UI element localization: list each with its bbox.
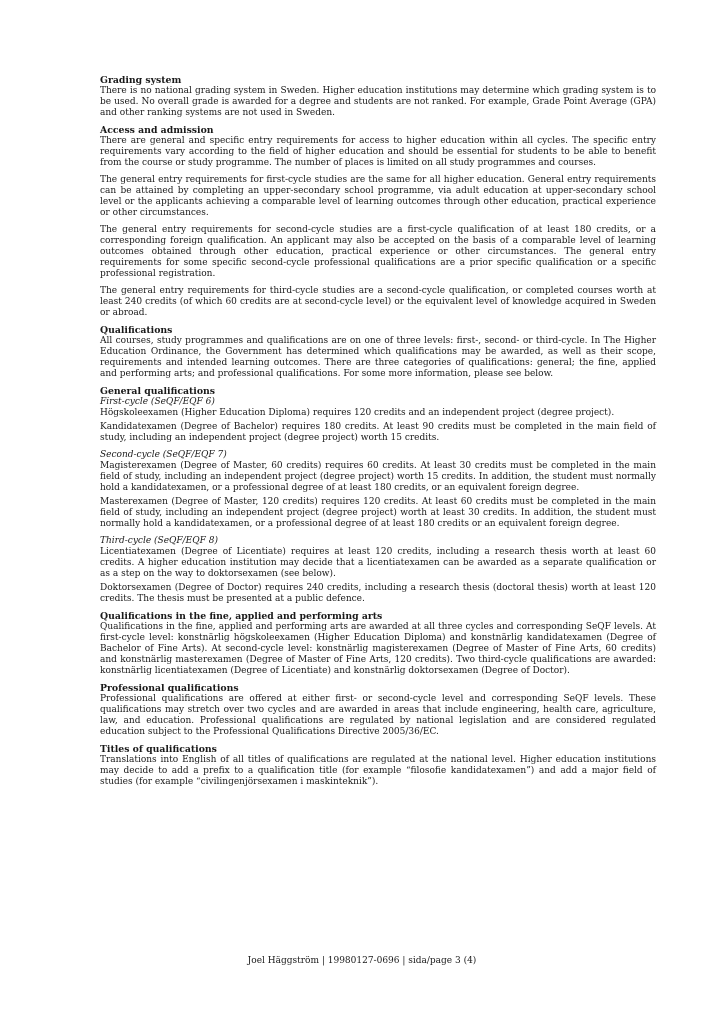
paragraph: Qualifications in the fine, applied and performing arts are awarded at all three cycles and corresponding SeQF levels. At first-cycle level: konstnärlig högskoleexamen (Higher Education Diploma) and konstnärlig kandidatexamen (Degree of Bachelor of Fine Arts). At second-cycle level: konstnärlig magisterexamen (Degree of Master of Fine Arts, 60 credits) and konstnärlig masterexamen (Degree of Master of Fine Arts, 120 credits). Two third-cycle qualifications are awarded: konstnärlig licentiatexamen (Degree of Licentiate) and konstnärlig doktorsexamen (Degree of Doctor).	[100, 622, 656, 676]
titles-section	[100, 744, 656, 788]
paragraph: Magisterexamen (Degree of Master, 60 credits) requires 60 credits. At least 30 credits must be completed in the main field of study, including an independent project (degree project) worth 15 credits. In addition, the student must normally hold a kandidatexamen, or a professional degree of at least 180 credits, or an equivalent foreign degree.	[100, 461, 656, 493]
section-heading: Titles of qualifications	[100, 744, 217, 755]
subheading: Second-cycle (SeQF/EQF 7)	[100, 450, 227, 460]
page-footer: Joel Häggström | 19980127-0696 | sida/page 3 (4)	[247, 956, 477, 966]
section-heading: Qualifications in the fine, applied and performing arts	[100, 611, 383, 622]
first-cycle-block	[100, 397, 656, 444]
grading-section	[100, 75, 656, 119]
general-qualifications-section	[100, 386, 656, 605]
qualifications-section	[100, 325, 656, 380]
paragraph: All courses, study programmes and qualifications are on one of three levels: first-, second- or third-cycle. In The Higher Education Ordinance, the Government has determined which qualifications may be awarded, as well as their scope, requirements and intended learning outcomes. There are three categories of qualifications: general; the fine, applied and performing arts; and professional qualifications. For some more information, please see below.	[100, 336, 656, 379]
paragraph: There are general and specific entry requirements for access to higher education within all cycles. The specific entry requirements vary according to the field of higher education and should be essential for students to be able to benefit from the course or study programme. The number of places is limited on all study programmes and courses.	[100, 136, 656, 168]
paragraph: There is no national grading system in Sweden. Higher education institutions may determine which grading system is to be used. No overall grade is awarded for a degree and students are not ranked. For example, Grade Point Average (GPA) and other ranking systems are not used in Sweden.	[100, 86, 656, 118]
section-heading: Grading system	[100, 75, 182, 86]
third-cycle-block	[100, 536, 656, 605]
subheading: First-cycle (SeQF/EQF 6)	[100, 397, 215, 407]
access-section	[100, 125, 656, 319]
paragraph: Kandidatexamen (Degree of Bachelor) requires 180 credits. At least 90 credits must be completed in the main field of study, including an independent project (degree project) worth 15 credits.	[100, 422, 656, 443]
paragraph: Professional qualifications are offered at either first- or second-cycle level and corresponding SeQF levels. These qualifications may stretch over two cycles and are awarded in areas that include engineering, health care, agriculture, law, and education. Professional qualifications are regulated by national legislation and are considered regulated education subject to the Professional Qualifications Directive 2005/36/EC.	[100, 694, 656, 737]
section-heading: Professional qualifications	[100, 683, 239, 694]
section-heading: Access and admission	[100, 125, 214, 136]
arts-section	[100, 611, 656, 677]
paragraph: Högskoleexamen (Higher Education Diploma) requires 120 credits and an independent project (degree project).	[100, 408, 615, 418]
paragraph: The general entry requirements for second-cycle studies are a first-cycle qualification of at least 180 credits, or a corresponding foreign qualification. An applicant may also be accepted on the basis of a comparable level of learning outcomes obtained through other education, practical experience or other circumstances. The general entry requirements for some specific second-cycle professional qualifications are a prior specific qualification or a specific professional registration.	[100, 225, 656, 279]
page-content	[100, 75, 656, 794]
paragraph: Licentiatexamen (Degree of Licentiate) requires at least 120 credits, including a research thesis worth at least 60 credits. A higher education institution may decide that a licentiatexamen can be awarded as a separate qualification or as a step on the way to doktorsexamen (see below).	[100, 547, 656, 579]
section-heading: Qualifications	[100, 325, 173, 336]
subheading: Third-cycle (SeQF/EQF 8)	[100, 536, 218, 546]
paragraph: Translations into English of all titles of qualifications are regulated at the national level. Higher education institutions may decide to add a prefix to a qualification title (for example “filosofie kandidatexamen”) and add a major field of studies (for example “civilingenjörsexamen i maskinteknik”).	[100, 755, 656, 787]
paragraph: The general entry requirements for third-cycle studies are a second-cycle qualification, or completed courses worth at least 240 credits (of which 60 credits are at second-cycle level) or the equivalent level of knowledge acquired in Sweden or abroad.	[100, 286, 656, 318]
section-heading: General qualifications	[100, 386, 216, 397]
paragraph: Masterexamen (Degree of Master, 120 credits) requires 120 credits. At least 60 credits must be completed in the main field of study, including an independent project (degree project) worth at least 30 credits. In addition, the student must normally hold a kandidatexamen, or a professional degree of at least 180 credits or an equivalent foreign degree.	[100, 497, 656, 529]
second-cycle-block	[100, 450, 656, 530]
professional-section	[100, 683, 656, 738]
paragraph: Doktorsexamen (Degree of Doctor) requires 240 credits, including a research thesis (doctoral thesis) worth at least 120 credits. The thesis must be presented at a public defence.	[100, 583, 656, 604]
paragraph: The general entry requirements for first-cycle studies are the same for all higher education. General entry requirements can be attained by completing an upper-secondary school programme, via adult education at upper-secondary school level or the applicants achieving a comparable level of learning outcomes through other education, practical experience or other circumstances.	[100, 175, 656, 218]
